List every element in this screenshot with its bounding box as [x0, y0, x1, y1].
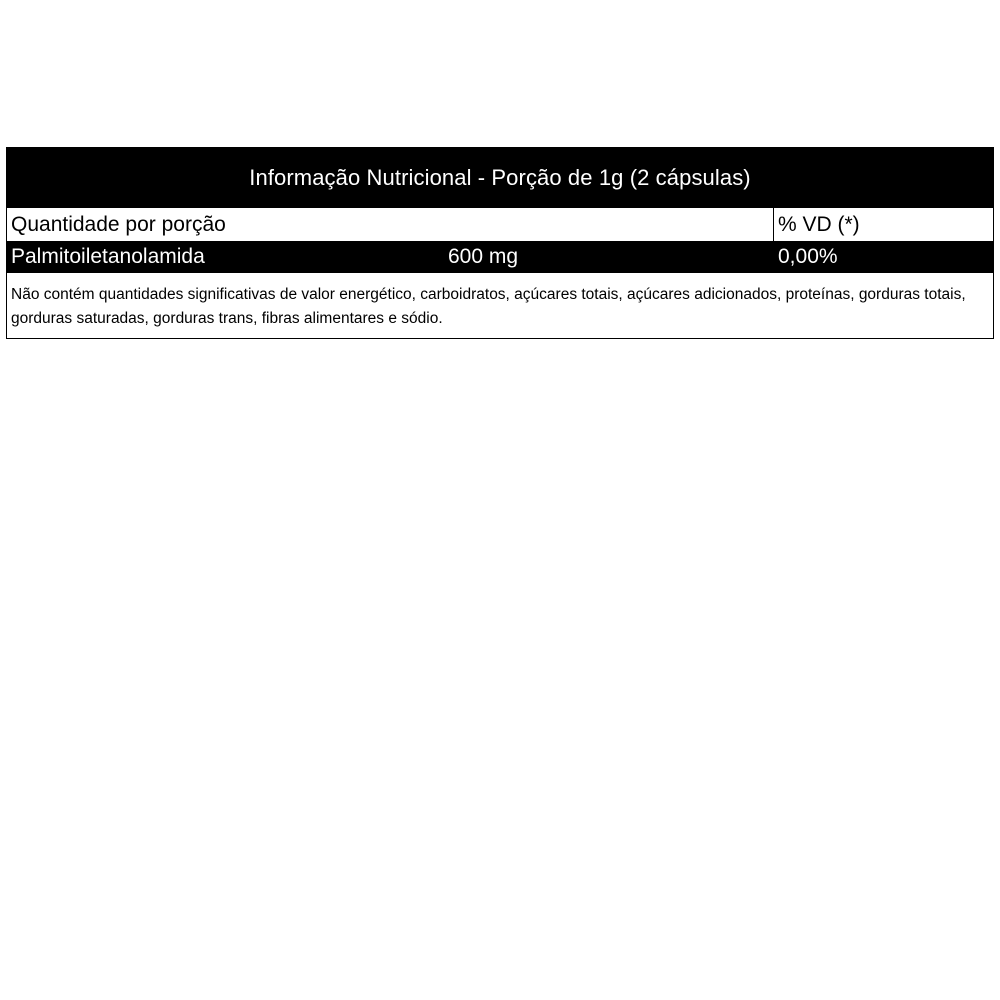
- quantity-per-serving-label: Quantidade por porção: [7, 208, 774, 241]
- table-footnote: Não contém quantidades significativas de valor energético, carboidratos, açúcares totais, açúcares adicionados, proteínas, gorduras totais, gorduras saturadas, gorduras trans, fibras alimentares e sódio.: [7, 273, 993, 338]
- nutrition-facts-table: [6, 147, 994, 339]
- daily-value-label: % VD (*): [778, 212, 860, 236]
- nutrient-amount: 600 mg: [448, 245, 519, 268]
- table-title: Informação Nutricional - Porção de 1g (2 cápsulas): [249, 165, 751, 190]
- table-header-row: [7, 208, 993, 241]
- table-title-bar: [7, 148, 993, 208]
- nutrient-daily-value: 0,00%: [778, 245, 838, 268]
- nutrient-name: Palmitoiletanolamida: [11, 245, 205, 268]
- nutrient-row: [7, 241, 993, 273]
